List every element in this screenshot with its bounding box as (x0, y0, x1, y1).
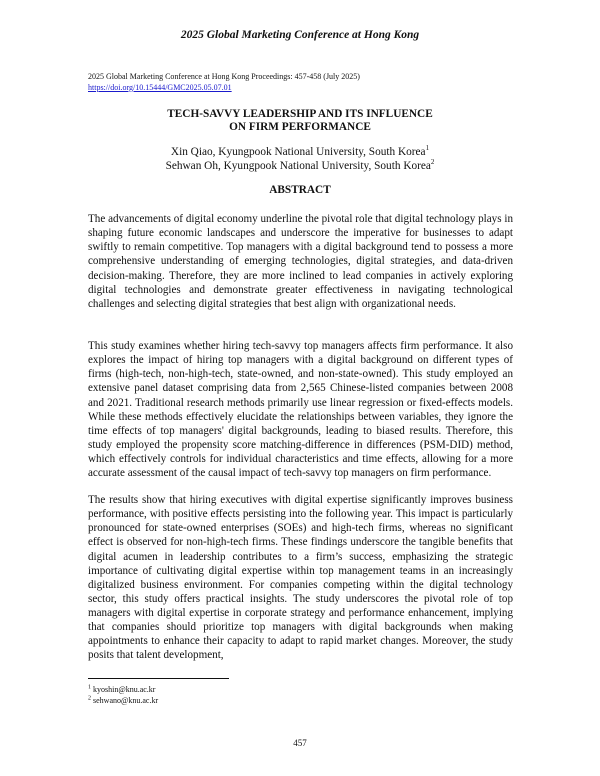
footnote-1-email: kyoshin@knu.ac.kr (93, 685, 156, 694)
footnote-1-mark: 1 (88, 684, 91, 691)
title-line-1: TECH-SAVVY LEADERSHIP AND ITS INFLUENCE (167, 108, 433, 120)
author-list (0, 145, 600, 173)
paper-title (0, 108, 600, 134)
abstract-paragraph-2: This study examines whether hiring tech-savvy top managers affects firm performance. It also explores the impact of hiring top managers with a digital background on different types of firms (high-tech, non-high-tech, state-owned, and non-state-owned). This study employed an extensive panel dataset comprising data from 2,565 Chinese-listed companies between 2008 and 2021. Traditional research methods primarily use linear regression or fixed-effects models. While these methods effectively elucidate the relationships between variables, they ignore the time effects of top managers' digital backgrounds, leading to biased results. Therefore, this study employed the propensity score matching-difference in differences (PSM-DID) method, which effectively controls for individual characteristics and time effects, allowing for a more accurate assessment of the causal impact of tech-savvy top managers on firm performance. (88, 340, 513, 480)
author-1-footnote-mark: 1 (425, 144, 430, 153)
footnotes (88, 684, 158, 706)
footnote-2 (88, 695, 158, 706)
footnote-divider (88, 678, 229, 679)
proceedings-citation: 2025 Global Marketing Conference at Hong Kong Proceedings: 457-458 (July 2025) (88, 72, 360, 81)
author-1-text: Xin Qiao, Kyungpook National University, South Korea (170, 146, 426, 158)
title-line-2: ON FIRM PERFORMANCE (229, 121, 371, 133)
author-2-text: Sehwan Oh, Kyungpook National University, South Korea (165, 160, 431, 172)
abstract-paragraph-1: The advancements of digital economy underline the pivotal role that digital technology plays in shaping future economic landscapes and underscore the imperative for businesses to adapt swiftly to remain competitive. Top managers with a digital background tend to possess a more comprehensive understanding of emerging technologies, digital strategies, and data-driven decision-making. Therefore, they are more inclined to lead companies in actively exploring digital technologies and demonstrate greater effectiveness in navigating technological challenges and selecting digital strategies that best align with organizational needs. (88, 213, 513, 310)
proceedings-info (88, 72, 360, 93)
page-number: 457 (293, 738, 307, 748)
author-2 (0, 159, 600, 173)
abstract-heading: ABSTRACT (269, 184, 331, 196)
abstract-paragraph-3: The results show that hiring executives with digital expertise significantly improves business performance, with positive effects persisting into the following year. This impact is particularly pronounced for state-owned enterprises (SOEs) and high-tech firms, whereas no significant effect is observed for non-high-tech firms. These findings underscore the tangible benefits that digital acumen in leadership contributes to a firm’s success, emphasizing the strategic importance of cultivating digital expertise within top management teams in an increasingly digitalized business environment. For companies competing within the digital technology sector, this study offers practical insights. The study underscores the pivotal role of top managers with digital expertise in corporate strategy and performance enhancement, implying that companies should prioritize top managers with digital backgrounds when making appointments to enhance their capacity to adapt to rapid market changes. Moreover, the study posits that talent development, (88, 494, 513, 662)
running-header: 2025 Global Marketing Conference at Hong Kong (180, 29, 420, 41)
footnote-1 (88, 684, 158, 695)
doi-link[interactable]: https://doi.org/10.15444/GMC2025.05.07.01 (88, 82, 232, 92)
author-1 (0, 145, 600, 159)
footnote-2-email: sehwano@knu.ac.kr (93, 696, 159, 705)
footnote-2-mark: 2 (88, 695, 91, 702)
author-2-footnote-mark: 2 (430, 158, 435, 167)
